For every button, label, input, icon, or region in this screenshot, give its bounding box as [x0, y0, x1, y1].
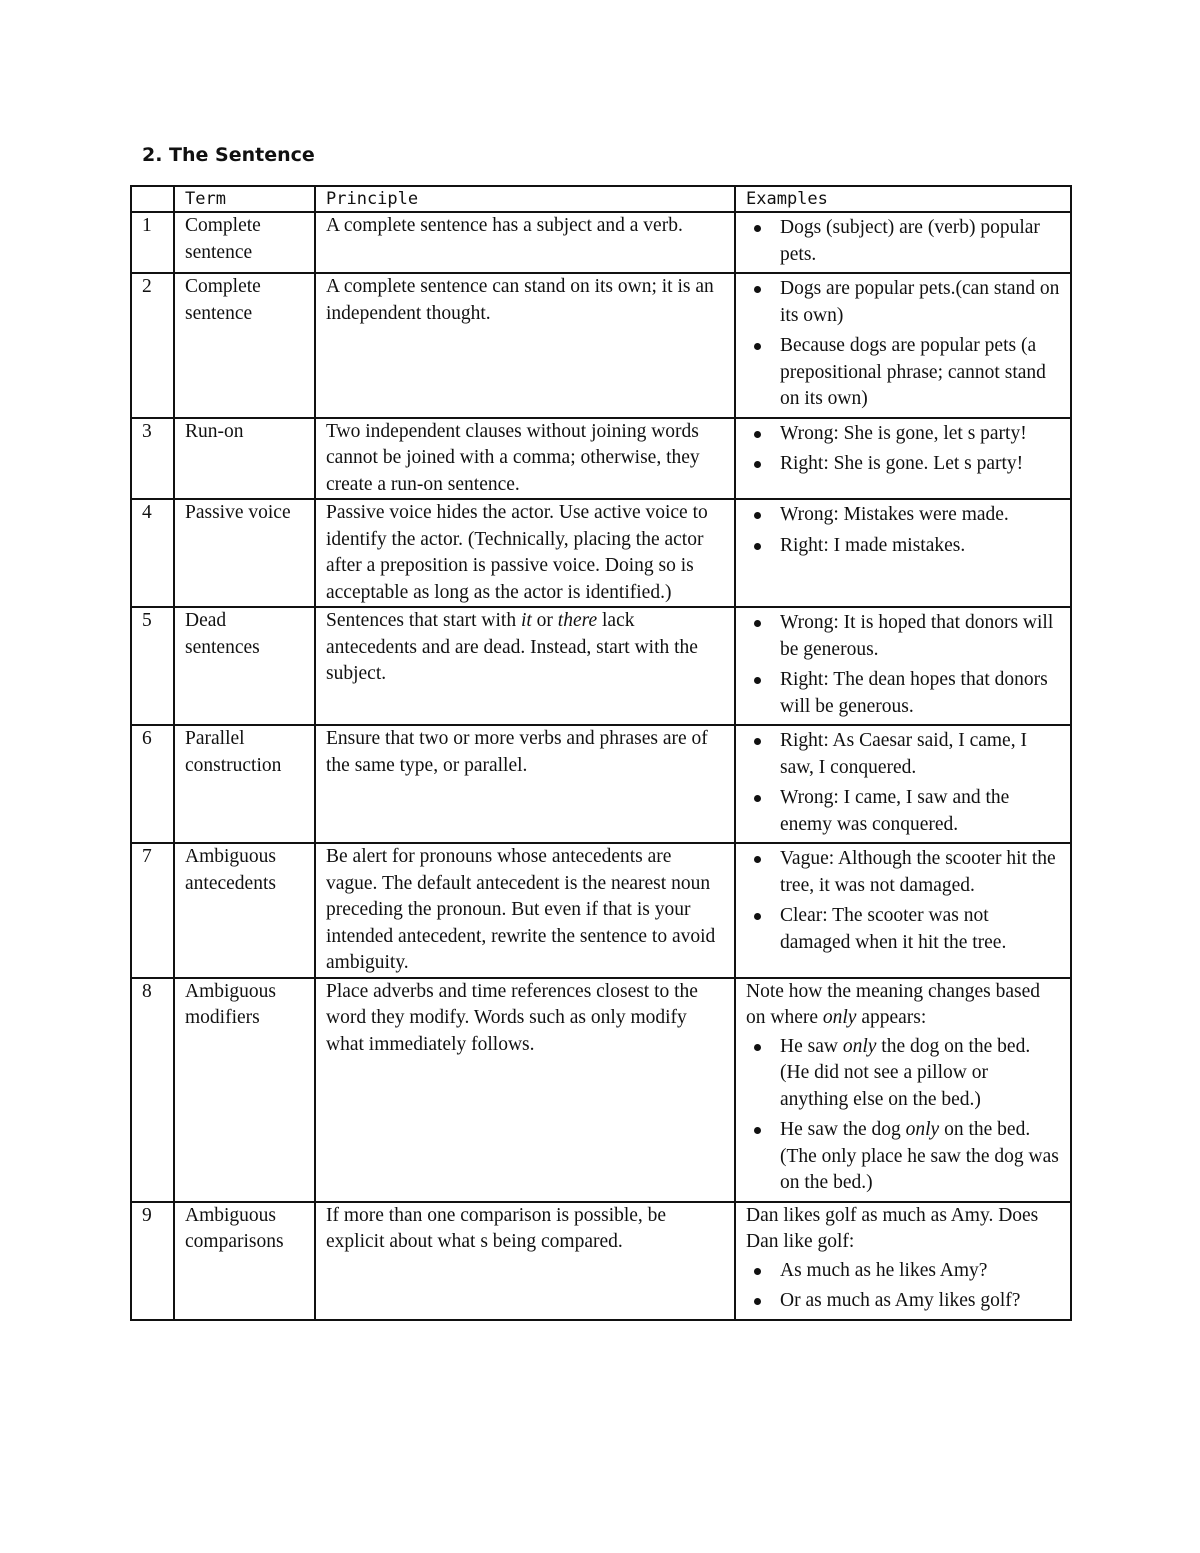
principle-cell — [315, 607, 735, 725]
example-item — [746, 610, 1060, 663]
italic-text: only — [822, 1007, 857, 1028]
row-number: 8 — [131, 978, 174, 1202]
examples-cell — [735, 978, 1071, 1202]
text-run: If more than one comparison is possible, be explicit about what s being compared. — [326, 1204, 667, 1252]
examples-cell — [735, 273, 1071, 418]
text-run: Two independent clauses without joining words cannot be joined with a comma; otherwise, they create a run-on sentence. — [326, 420, 700, 495]
text-run: Right: The dean hopes that donors will be generous. — [780, 669, 1048, 717]
example-item — [746, 451, 1060, 478]
text-run: Right: I made mistakes. — [780, 534, 966, 556]
examples-cell — [735, 212, 1071, 273]
text-run: Because dogs are popular pets (a prepositional phrase; cannot stand on its own) — [780, 335, 1046, 409]
example-item — [746, 333, 1060, 413]
example-list — [746, 1034, 1060, 1197]
section-heading: 2. The Sentence — [142, 144, 315, 166]
text-run: Dogs are popular pets.(can stand on its own) — [780, 278, 1060, 326]
text-run: lack antecedents and are dead. Instead, start with the subject. — [326, 610, 698, 684]
text-run: Sentences that start with — [326, 610, 521, 631]
principle-cell — [315, 418, 735, 500]
example-item — [746, 502, 1060, 529]
header-principle: Principle — [315, 186, 735, 212]
italic-text: it — [520, 610, 532, 631]
text-run: As much as he likes Amy? — [780, 1259, 988, 1281]
text-run: Wrong: I came, I saw and the enemy was conquered. — [780, 787, 1010, 835]
example-list — [746, 502, 1060, 559]
italic-text: only — [842, 1035, 877, 1057]
table-row — [131, 843, 1071, 978]
principle-cell — [315, 843, 735, 978]
examples-cell — [735, 725, 1071, 843]
table-row — [131, 212, 1071, 273]
text-run: Right: She is gone. Let s party! — [780, 453, 1024, 474]
text-run: Place adverbs and time references closest to the word they modify. Words such as only modify what immediately follows. — [326, 980, 698, 1055]
example-item — [746, 1288, 1060, 1315]
term-cell: Run-on — [174, 418, 315, 500]
row-number: 3 — [131, 418, 174, 500]
example-item — [746, 846, 1060, 899]
term-cell: Complete sentence — [174, 273, 315, 418]
text-run: Wrong: Mistakes were made. — [780, 504, 1009, 525]
term-cell: Ambiguous comparisons — [174, 1202, 315, 1320]
italic-text: there — [557, 610, 598, 631]
text-run: or — [531, 610, 558, 631]
example-list — [746, 421, 1060, 478]
row-number: 1 — [131, 212, 174, 273]
term-cell: Ambiguous modifiers — [174, 978, 315, 1202]
text-run: Vague: Although the scooter hit the tree, it was not damaged. — [780, 848, 1056, 896]
example-item — [746, 785, 1060, 838]
example-note — [746, 979, 1060, 1032]
example-list — [746, 215, 1060, 268]
header-row — [131, 186, 1071, 212]
example-item — [746, 421, 1060, 448]
term-cell: Passive voice — [174, 499, 315, 607]
example-list — [746, 610, 1060, 720]
italic-text: only — [905, 1119, 940, 1140]
examples-cell — [735, 418, 1071, 500]
term-cell: Complete sentence — [174, 212, 315, 273]
header-examples: Examples — [735, 186, 1071, 212]
text-run: Be alert for pronouns whose antecedents are vague. The default antecedent is the nearest noun preceding the pronoun. But even if that is your intended antecedent, rewrite the sentence to avoid ambiguity. — [326, 846, 716, 973]
text-run: Dan likes golf as much as Amy. Does Dan like golf: — [746, 1204, 1039, 1252]
row-number: 4 — [131, 499, 174, 607]
text-run: Clear: The scooter was not damaged when it hit the tree. — [780, 905, 1007, 953]
text-run: A complete sentence can stand on its own; it is an independent thought. — [326, 276, 714, 324]
text-run: Right: As Caesar said, I came, I saw, I conquered. — [780, 730, 1027, 778]
example-list — [746, 728, 1060, 838]
term-cell: Parallel construction — [174, 725, 315, 843]
examples-cell — [735, 607, 1071, 725]
text-run: Wrong: It is hoped that donors will be generous. — [780, 612, 1054, 660]
example-list — [746, 1258, 1060, 1315]
example-list — [746, 846, 1060, 956]
text-run: A complete sentence has a subject and a verb. — [326, 215, 683, 236]
principle-cell — [315, 273, 735, 418]
principle-cell — [315, 499, 735, 607]
term-cell: Ambiguous antecedents — [174, 843, 315, 978]
text-run: He saw — [780, 1035, 843, 1057]
text-run: Ensure that two or more verbs and phrases are of the same type, or parallel. — [326, 728, 708, 776]
table-row — [131, 499, 1071, 607]
example-list — [746, 276, 1060, 413]
row-number: 9 — [131, 1202, 174, 1320]
row-number: 5 — [131, 607, 174, 725]
text-run: on the bed. (The only place he saw the dog was on the bed.) — [780, 1119, 1059, 1193]
text-run: Wrong: She is gone, let s party! — [780, 422, 1027, 444]
example-item — [746, 215, 1060, 268]
table-row — [131, 725, 1071, 843]
examples-cell — [735, 1202, 1071, 1320]
text-run: the dog on the bed. (He did not see a pillow or anything else on the bed.) — [780, 1035, 1031, 1110]
example-item — [746, 903, 1060, 956]
examples-cell — [735, 499, 1071, 607]
text-run: He saw the dog — [780, 1119, 906, 1140]
example-item — [746, 1258, 1060, 1285]
term-cell: Dead sentences — [174, 607, 315, 725]
example-item — [746, 276, 1060, 329]
table-row — [131, 273, 1071, 418]
principle-cell — [315, 978, 735, 1202]
table-row — [131, 607, 1071, 725]
principle-cell — [315, 1202, 735, 1320]
text-run: Or as much as Amy likes golf? — [780, 1290, 1021, 1311]
example-item — [746, 728, 1060, 781]
row-number: 7 — [131, 843, 174, 978]
text-run: Passive voice hides the actor. Use active voice to identify the actor. (Technically, placing the actor after a preposition is passive voice. Doing so is acceptable as long as the actor is identified.) — [326, 502, 708, 603]
example-item — [746, 667, 1060, 720]
row-number: 6 — [131, 725, 174, 843]
table-row — [131, 978, 1071, 1202]
sentence-rules-table — [130, 185, 1072, 1321]
header-term: Term — [174, 186, 315, 212]
examples-cell — [735, 843, 1071, 978]
table-row — [131, 1202, 1071, 1320]
principle-cell — [315, 725, 735, 843]
table-row — [131, 418, 1071, 500]
example-item — [746, 1034, 1060, 1114]
principle-cell — [315, 212, 735, 273]
header-number — [131, 186, 174, 212]
example-item — [746, 1117, 1060, 1197]
text-run: Dogs (subject) are (verb) popular pets. — [780, 217, 1040, 265]
text-run: Note how the meaning changes based on where — [746, 980, 1041, 1028]
text-run: appears: — [856, 1007, 927, 1028]
row-number: 2 — [131, 273, 174, 418]
example-note — [746, 1203, 1060, 1256]
example-item — [746, 533, 1060, 560]
